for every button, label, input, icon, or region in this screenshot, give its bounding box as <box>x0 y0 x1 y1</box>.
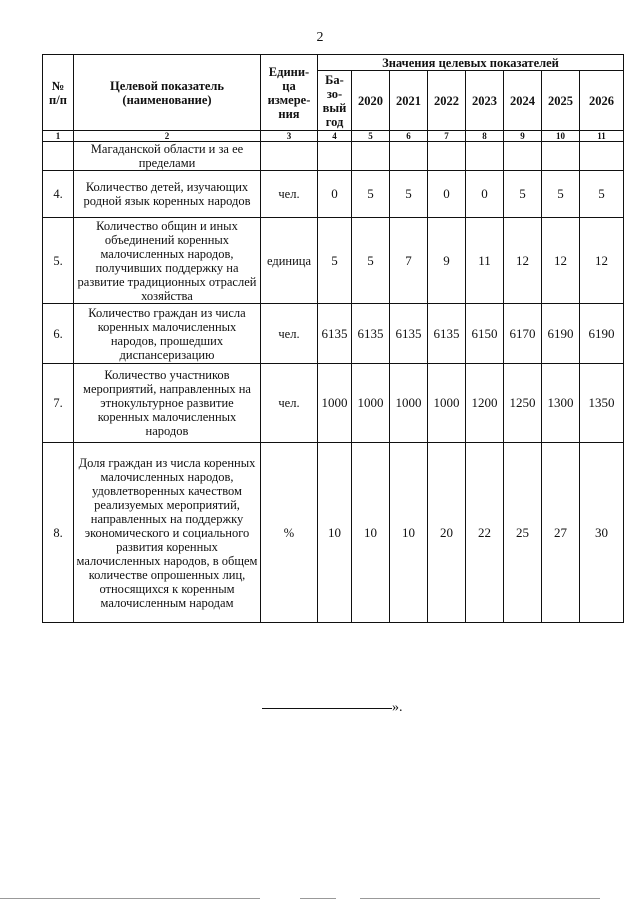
value-cell: 6135 <box>318 304 352 364</box>
header-year: 2021 <box>390 71 428 131</box>
value-cell: 1000 <box>428 364 466 443</box>
column-number: 2 <box>74 131 261 142</box>
column-number: 7 <box>428 131 466 142</box>
indicator-unit: единица <box>261 218 318 304</box>
scan-edge-line <box>300 898 336 899</box>
column-number: 6 <box>390 131 428 142</box>
value-cell: 6190 <box>542 304 580 364</box>
value-cell: 6135 <box>428 304 466 364</box>
value-cell: 30 <box>580 443 624 623</box>
value-cell: 1250 <box>504 364 542 443</box>
value-cell: 10 <box>318 443 352 623</box>
value-cell: 1300 <box>542 364 580 443</box>
value-cell: 10 <box>352 443 390 623</box>
page-number: 2 <box>316 30 324 45</box>
header-year: 2025 <box>542 71 580 131</box>
value-cell: 6135 <box>390 304 428 364</box>
value-cell: 5 <box>318 218 352 304</box>
column-number: 3 <box>261 131 318 142</box>
column-number: 11 <box>580 131 624 142</box>
header-year: 2026 <box>580 71 624 131</box>
value-cell: 6170 <box>504 304 542 364</box>
header-num: № п/п <box>43 55 74 131</box>
scan-edge-line <box>360 898 600 899</box>
table-row <box>43 443 624 623</box>
value-cell: 1200 <box>466 364 504 443</box>
table-row <box>43 364 624 443</box>
header-year: 2023 <box>466 71 504 131</box>
table-row <box>43 218 624 304</box>
value-cell: 0 <box>428 171 466 218</box>
value-cell: 1350 <box>580 364 624 443</box>
value-cell: 5 <box>580 171 624 218</box>
indicator-unit: чел. <box>261 364 318 443</box>
value-cell: 1000 <box>318 364 352 443</box>
value-cell: 7 <box>390 218 428 304</box>
value-cell: 6135 <box>352 304 390 364</box>
value-cell: 11 <box>466 218 504 304</box>
column-number: 4 <box>318 131 352 142</box>
column-number: 10 <box>542 131 580 142</box>
indicator-name: Количество участников мероприятий, направленных на этнокультурное развитие коренных малочисленных народов <box>74 364 261 443</box>
header-year: 2020 <box>352 71 390 131</box>
value-cell: 9 <box>428 218 466 304</box>
header-unit: Едини-ца измере-ния <box>261 55 318 131</box>
row-number: 6. <box>43 304 74 364</box>
value-cell: 27 <box>542 443 580 623</box>
value-cell: 1000 <box>390 364 428 443</box>
value-cell: 6150 <box>466 304 504 364</box>
value-cell: 0 <box>466 171 504 218</box>
value-cell: 5 <box>542 171 580 218</box>
column-numbers-row <box>43 131 624 142</box>
indicator-unit: % <box>261 443 318 623</box>
row-number: 7. <box>43 364 74 443</box>
column-number: 8 <box>466 131 504 142</box>
value-cell: 22 <box>466 443 504 623</box>
row-number: 8. <box>43 443 74 623</box>
target-indicators-table <box>42 54 624 623</box>
value-cell: 12 <box>580 218 624 304</box>
closing-quote: ». <box>392 700 403 715</box>
value-cell: 0 <box>318 171 352 218</box>
column-number: 1 <box>43 131 74 142</box>
indicator-name: Количество общин и иных объединений коренных малочисленных народов, получивших поддержку на развитие традиционных отраслей хозяйства <box>74 218 261 304</box>
indicator-unit: чел. <box>261 304 318 364</box>
indicator-name: Количество детей, изучающих родной язык коренных народов <box>74 171 261 218</box>
row-number: 4. <box>43 171 74 218</box>
continuation-row <box>43 142 624 171</box>
indicator-unit: чел. <box>261 171 318 218</box>
header-year: 2024 <box>504 71 542 131</box>
column-number: 9 <box>504 131 542 142</box>
value-cell: 10 <box>390 443 428 623</box>
signature-underline <box>262 706 392 709</box>
row-number: 5. <box>43 218 74 304</box>
value-cell: 12 <box>542 218 580 304</box>
header-base-year: Ба-зо-вый год <box>318 71 352 131</box>
value-cell: 12 <box>504 218 542 304</box>
header-year: 2022 <box>428 71 466 131</box>
table-row <box>43 304 624 364</box>
closing-line <box>262 700 403 716</box>
value-cell: 20 <box>428 443 466 623</box>
table-row <box>43 171 624 218</box>
indicator-name: Количество граждан из числа коренных малочисленных народов, прошедших диспансеризацию <box>74 304 261 364</box>
indicator-name: Доля граждан из числа коренных малочисленных народов, удовлетворенных качеством реализуемых мероприятий, направленных на поддержку экономического и социального развития коренных малочисленных народов, в общем количестве опрошенных лиц, относящихся к коренным малочисленным народам <box>74 443 261 623</box>
value-cell: 5 <box>352 171 390 218</box>
header-indicator: Целевой показатель (наименование) <box>74 55 261 131</box>
value-cell: 6190 <box>580 304 624 364</box>
value-cell: 5 <box>352 218 390 304</box>
continuation-text: Магаданской области и за ее пределами <box>74 142 261 171</box>
scan-edge-line <box>0 898 260 899</box>
header-values-group: Значения целевых показателей <box>318 55 624 71</box>
value-cell: 25 <box>504 443 542 623</box>
column-number: 5 <box>352 131 390 142</box>
value-cell: 5 <box>390 171 428 218</box>
value-cell: 5 <box>504 171 542 218</box>
value-cell: 1000 <box>352 364 390 443</box>
